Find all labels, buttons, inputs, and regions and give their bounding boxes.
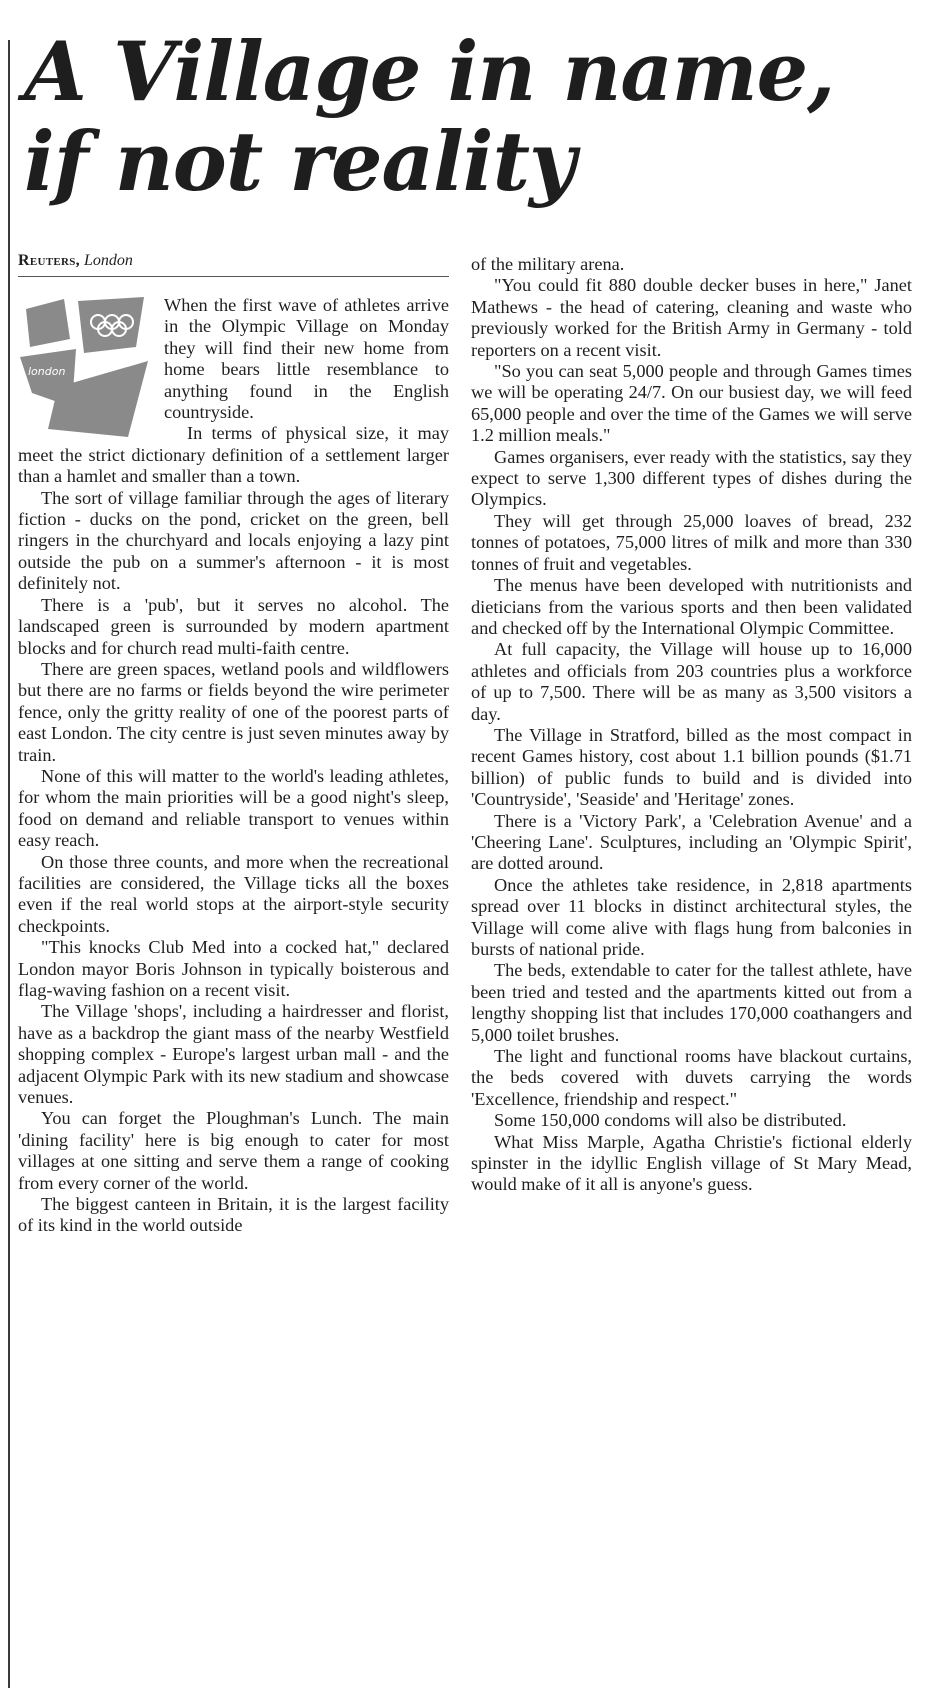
paragraph-continuation: of the military arena. (471, 254, 625, 274)
paragraph: The sort of village familiar through the ages of literary fiction - ducks on the pond, cricket on the green, bell ringers in the churchyard and locals enjoying a lazy pint outside the pub on a summer's afternoon - it is most definitely not. (18, 487, 449, 594)
paragraph: There is a 'pub', but it serves no alcohol. The landscaped green is surrounded by modern apartment blocks and for church read multi-faith centre. (18, 594, 449, 658)
paragraph: In terms of physical size, it may meet the strict dictionary definition of a settlement larger than a hamlet and smaller than a town. (18, 423, 449, 487)
logo-label: london (28, 365, 66, 378)
london-2012-logo-icon (18, 295, 154, 439)
paragraph: "So you can seat 5,000 people and through Games times we will be operating 24/7. On our busiest day, we will feed 65,000 people and over the time of the Games we will serve 1.2 million meals." (471, 361, 912, 446)
logo-shape-top-left (26, 299, 70, 347)
byline-city: London (83, 252, 133, 269)
paragraph: The biggest canteen in Britain, it is the largest facility of its kind in the world outside (18, 1194, 449, 1236)
paragraph: When the first wave of athletes arrive in the Olympic Village on Monday they will find their new home from home bears little resemblance to anything found in the English countryside. (164, 295, 449, 423)
paragraph: The light and functional rooms have blackout curtains, the beds covered with duvets carrying the words 'Excellence, friendship and respect." (471, 1046, 912, 1109)
paragraph: The beds, extendable to cater for the tallest athlete, have been tried and tested and the apartments kitted out from a lengthy shopping list that includes 170,000 coathangers and 5,000 toilet brushes. (471, 960, 912, 1045)
byline (18, 252, 449, 277)
paragraph: "This knocks Club Med into a cocked hat," declared London mayor Boris Johnson in typically boisterous and flag-waving fashion on a recent visit. (18, 937, 449, 1000)
paragraph: They will get through 25,000 loaves of bread, 232 tonnes of potatoes, 75,000 litres of milk and more than 330 tonnes of fruit and vegetables. (471, 510, 912, 574)
left-column (18, 252, 449, 1237)
byline-agency: Reuters, (18, 252, 80, 269)
column-rule (8, 40, 10, 1688)
headline-line-2: if not reality (24, 115, 576, 210)
paragraph: Games organisers, ever ready with the statistics, say they expect to serve 1,300 different types of dishes during the Olympics. (471, 446, 912, 510)
paragraph: The Village 'shops', including a hairdresser and florist, have as a backdrop the giant mass of the nearby Westfield shopping complex - Europe's largest urban mall - and the adjacent Olympic Park with its new stadium and showcase venues. (18, 1001, 449, 1108)
paragraph: On those three counts, and more when the recreational facilities are considered, the Village ticks all the boxes even if the real world stops at the airport-style security checkpoints. (18, 851, 449, 936)
headline-line-1: A Village in name, (24, 25, 835, 120)
paragraph: The Village in Stratford, billed as the most compact in recent Games history, cost about 1.1 billion pounds ($1.71 billion) of public funds to build and is divided into 'Countryside', 'Seaside' and 'Heritage' zones. (471, 724, 912, 810)
paragraph: "You could fit 880 double decker buses in here," Janet Mathews - the head of catering, cleaning and waste who previously worked for the British Army in Germany - told reporters on a recent visit. (471, 275, 912, 360)
paragraph: At full capacity, the Village will house up to 16,000 athletes and officials from 203 countries plus a workforce of up to 7,500. There will be as many as 3,500 visitors a day. (471, 639, 912, 724)
paragraph: You can forget the Ploughman's Lunch. The main 'dining facility' here is big enough to cater for most villages at one sitting and serve them a range of cooking from every corner of the world. (18, 1108, 449, 1193)
paragraph: The menus have been developed with nutritionists and dieticians from the various sports and then been validated and checked off by the International Olympic Committee. (471, 575, 912, 638)
headline (24, 25, 904, 210)
paragraph: What Miss Marple, Agatha Christie's fictional elderly spinster in the idyllic English village of St Mary Mead, would make of it all is anyone's guess. (471, 1131, 912, 1195)
article-intro (18, 295, 449, 423)
paragraph: Some 150,000 condoms will also be distributed. (494, 1110, 847, 1131)
paragraph: None of this will matter to the world's leading athletes, for whom the main priorities will be a good night's sleep, food on demand and reliable transport to venues within easy reach. (18, 765, 449, 851)
paragraph: Once the athletes take residence, in 2,818 apartments spread over 11 blocks in distinct architectural styles, the Village will come alive with flags hung from balconies in bursts of national pride. (471, 874, 912, 959)
paragraph: There are green spaces, wetland pools and wildflowers but there are no farms or fields beyond the wire perimeter fence, only the gritty reality of one of the poorest parts of east London. The city centre is just seven minutes away by train. (18, 658, 449, 765)
paragraph: There is a 'Victory Park', a 'Celebration Avenue' and a 'Cheering Lane'. Sculptures, including an 'Olympic Spirit', are dotted around. (471, 810, 912, 874)
right-column (471, 254, 912, 1196)
